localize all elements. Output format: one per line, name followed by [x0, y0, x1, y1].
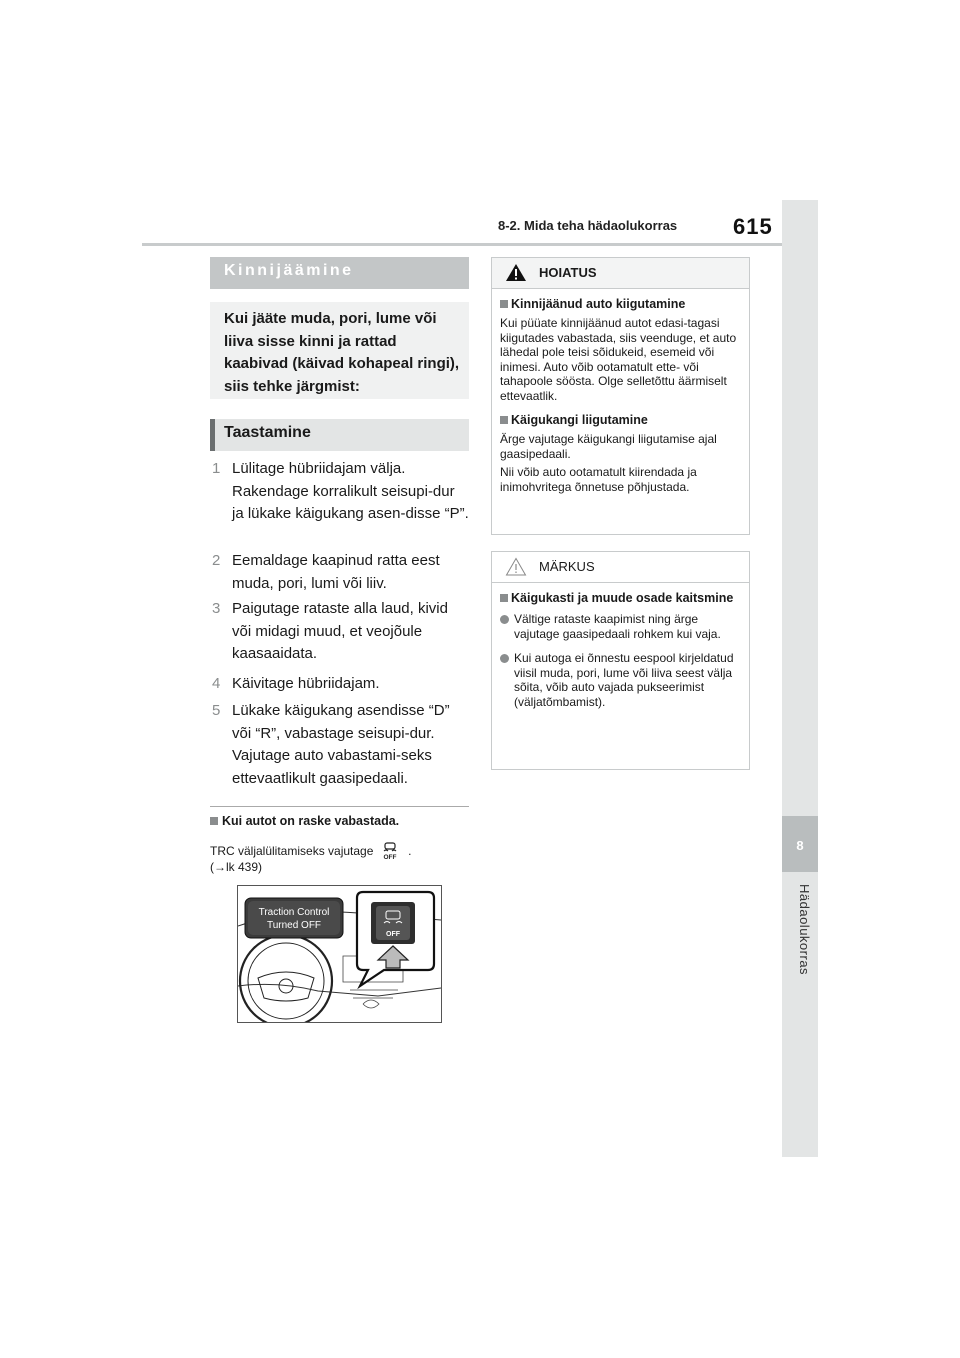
round-bullet-icon [500, 654, 509, 663]
step-number: 3 [212, 600, 221, 617]
display-line-1: Traction Control [258, 907, 330, 918]
step-number: 5 [212, 702, 221, 719]
notice-bullet [500, 612, 741, 641]
notice-header [492, 552, 749, 583]
step-item [212, 673, 470, 696]
section-heading-text: Kinnijäämine [224, 262, 354, 279]
step-text: Paigutage rataste alla laud, kivid või midagi muud, et veojõule kaasaaidata. [232, 600, 448, 662]
notice-bullet-text: Vältige rataste kaapimist ning ärge vajutage gaasipedaali rohkem kui vaja. [514, 612, 721, 641]
square-bullet-icon [500, 594, 508, 602]
step-item [212, 700, 470, 790]
warning-title: HOIATUS [539, 265, 597, 280]
notice-title: MÄRKUS [539, 559, 595, 574]
warning-paragraph: Ärge vajutage käigukangi liigutamise ajal gaasipedaali. [500, 432, 717, 461]
display-line-2: Turned OFF [266, 920, 322, 931]
trc-off-icon [380, 842, 402, 860]
note-heading-text: Kui autot on raske vabastada. [222, 814, 400, 828]
notice-box [491, 551, 750, 770]
round-bullet-icon [500, 615, 509, 624]
warning-box [491, 257, 750, 535]
step-text: Lükake käigukang asendisse “D” või “R”, vabastage seisupi-dur. Vajutage auto vabastami-seks ettevaatlikult gaasipedaali. [232, 702, 450, 787]
warning-item-heading [500, 413, 741, 428]
square-bullet-icon [500, 416, 508, 424]
notice-bullet-text: Kui autoga ei õnnestu eespool kirjeldatud viisil muda, pori, lume või liiva seest välja sõita, võib auto vajada pukseerimist (väljatõmbamist). [514, 651, 734, 709]
step-text: Lülitage hübriidajam välja. Rakendage korralikult seisupi-dur ja lükake käigukang asen-disse “P”. [232, 460, 469, 522]
step-number: 4 [212, 675, 221, 692]
trc-icon-label: OFF [383, 854, 397, 860]
step-item [212, 550, 470, 595]
square-bullet-icon [210, 817, 218, 825]
section-title: 8-2. Mida teha hädaolukorras [498, 218, 678, 233]
step-number: 1 [212, 460, 221, 477]
step-text: Eemaldage kaapinud ratta eest muda, pori, lumi või liiv. [232, 552, 440, 592]
chapter-side-tab [782, 200, 818, 1157]
section-heading-kinnijaamine [210, 257, 469, 289]
note-text-part: TRC väljalülitamiseks vajutage [210, 844, 374, 858]
step-item [212, 458, 470, 526]
header-rule [142, 243, 782, 246]
warning-paragraph: Nii võib auto ootamatult kiirendada ja inimohvritega õnnetuse põhjustada. [500, 465, 697, 494]
note-text-part: . [408, 844, 412, 858]
warning-paragraph: Kui püüate kinnijäänud autot edasi-tagasi kiigutades vabastada, siis veenduge, et auto lähedal pole teisi sõidukeid, esemeid või inimesi. Auto võib ootamatult ette- või tahapoole söösta. Olge selletõttu äärmiselt ettevaatlik. [500, 316, 737, 403]
intro-text: Kui jääte muda, pori, lume või liiva sisse kinni ja rattad kaabivad (käivad kohapeal ringi), siis tehke järgmist: [224, 310, 460, 395]
note-text [210, 842, 472, 875]
warning-heading-text: Käigukangi liigutamine [511, 413, 648, 427]
warning-item-heading [500, 297, 741, 312]
subheading-taastamine [210, 419, 469, 451]
square-bullet-icon [500, 300, 508, 308]
dashboard-drawing [238, 886, 441, 1022]
dashboard-illustration [237, 885, 442, 1023]
intro-box [210, 302, 469, 399]
page-reference[interactable]: (→lk 439) [210, 860, 263, 874]
notice-heading [500, 591, 741, 606]
chapter-label: Hädaolukorras [797, 884, 812, 976]
warning-heading-text: Kinnijäänud auto kiigutamine [511, 297, 686, 311]
notice-triangle-icon [505, 557, 527, 576]
subheading-text: Taastamine [224, 424, 311, 441]
notice-bullet [500, 651, 741, 709]
warning-triangle-icon [505, 263, 527, 282]
chapter-number-tab[interactable] [782, 816, 818, 872]
step-number: 2 [212, 552, 221, 569]
step-item [212, 598, 470, 666]
button-off-label: OFF [386, 931, 400, 938]
subheading-accent-bar [210, 419, 215, 451]
note-divider [210, 806, 469, 807]
step-text: Käivitage hübriidajam. [232, 675, 380, 692]
chapter-number: 8 [796, 838, 804, 853]
warning-header [492, 258, 749, 289]
notice-heading-text: Käigukasti ja muude osade kaitsmine [511, 591, 734, 605]
page-number: 615 [733, 214, 773, 239]
note-heading [210, 814, 399, 828]
